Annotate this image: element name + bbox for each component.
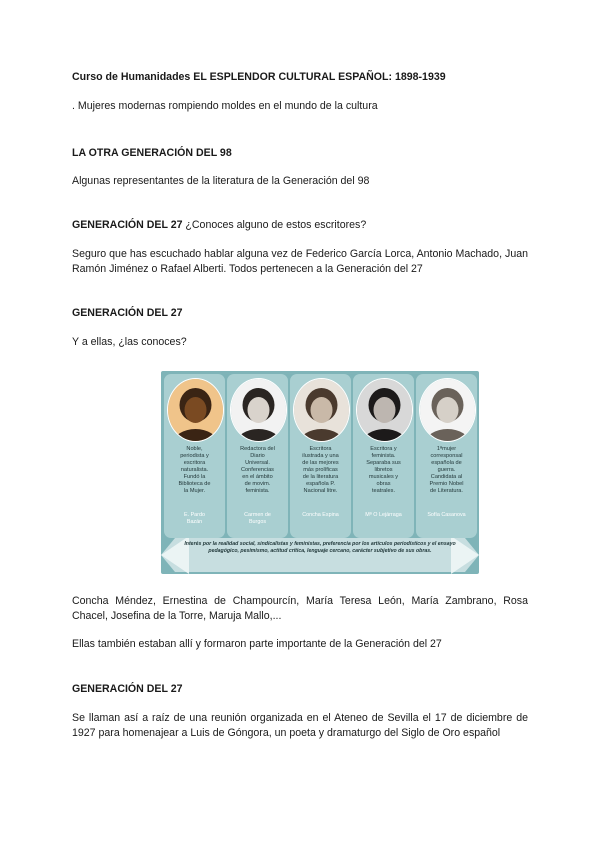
section-names-text: Concha Méndez, Ernestina de Champourcín, María Teresa León, María Zambrano, Rosa Chacel, Josefina de la Torre, Maruja Mallo,... [72, 595, 528, 622]
writer-description: Noble, periodista y escritora naturalista. Fundó la Biblioteca de la Mujer. [178, 446, 211, 494]
writer-panel [353, 374, 414, 538]
writer-description: Escritora ilustrada y una de las mejores más prolíficas de la literatura española P. Nacional litre. [302, 446, 339, 494]
heading-question: ¿Conoces alguno de estos escritores? [182, 219, 367, 231]
section-text-98: Algunas representantes de la literatura de la Generación del 98 [72, 175, 370, 187]
writer-panel [164, 374, 225, 538]
section-heading-98: LA OTRA GENERACIÓN DEL 98 [72, 147, 232, 159]
writer-portrait [293, 378, 350, 442]
writer-name: Concha Espina [302, 512, 339, 518]
writer-panel [227, 374, 288, 538]
writer-portrait [230, 378, 287, 442]
section-question-27-b: Y a ellas, ¿las conoces? [72, 336, 187, 348]
writers-infographic [161, 371, 479, 574]
writer-name: Sofía Casanova [427, 512, 466, 518]
section-text-27-a: Seguro que has escuchado hablar alguna vez de Federico García Lorca, Antonio Machado, Juan Ramón Jiménez o Rafael Alberti. Todos pertenecen a la Generación del 27 [72, 248, 528, 275]
writer-name: Mª O Lejárraga [365, 512, 402, 518]
section-heading-27-a [72, 218, 528, 233]
section-text-27-c: Se llaman así a raíz de una reunión organizada en el Ateneo de Sevilla el 17 de diciembre de 1927 para homenajear a Luis de Góngora, un poeta y dramaturgo del Siglo de Oro español [72, 712, 528, 739]
section-heading-27-b: GENERACIÓN DEL 27 [72, 307, 183, 319]
writer-description: Escritora y feminista. Separaba sus libretos musicales y obras teatrales. [366, 446, 401, 494]
writer-panel [416, 374, 477, 538]
course-label: Curso de Humanidades [72, 71, 191, 83]
writer-description: Redactora del Diario Universal. Conferencias en el ámbito de movim. feminista. [240, 446, 275, 494]
document-title [72, 70, 528, 85]
document-subtitle: . Mujeres modernas rompiendo moldes en el mundo de la cultura [72, 100, 378, 112]
section-heading-27-c: GENERACIÓN DEL 27 [72, 683, 183, 695]
writer-portrait [167, 378, 224, 442]
writer-description: 1ªmujer corresponsal española de guerra. Candidata al Premio Nobel de Literatura. [429, 446, 464, 494]
writer-panel [290, 374, 351, 538]
heading-label: GENERACIÓN DEL 27 [72, 219, 183, 231]
writer-portrait [356, 378, 413, 442]
title-text: EL ESPLENDOR CULTURAL ESPAÑOL: 1898-1939 [193, 71, 446, 83]
writer-name: Carmen de Burgos [244, 512, 271, 525]
section-names-text2: Ellas también estaban allí y formaron parte importante de la Generación del 27 [72, 638, 442, 650]
writer-portrait [419, 378, 476, 442]
infographic-summary: Interés por la realidad social, sindicalistas y feministas, preferencia por los artículos periodísticos y el ensayo pedagógico, pesimismo, actitud crítica, lenguaje cercano, carácter subjetivo de sus obras. [184, 541, 456, 554]
writer-name: E. Pardo Bazán [184, 512, 205, 525]
